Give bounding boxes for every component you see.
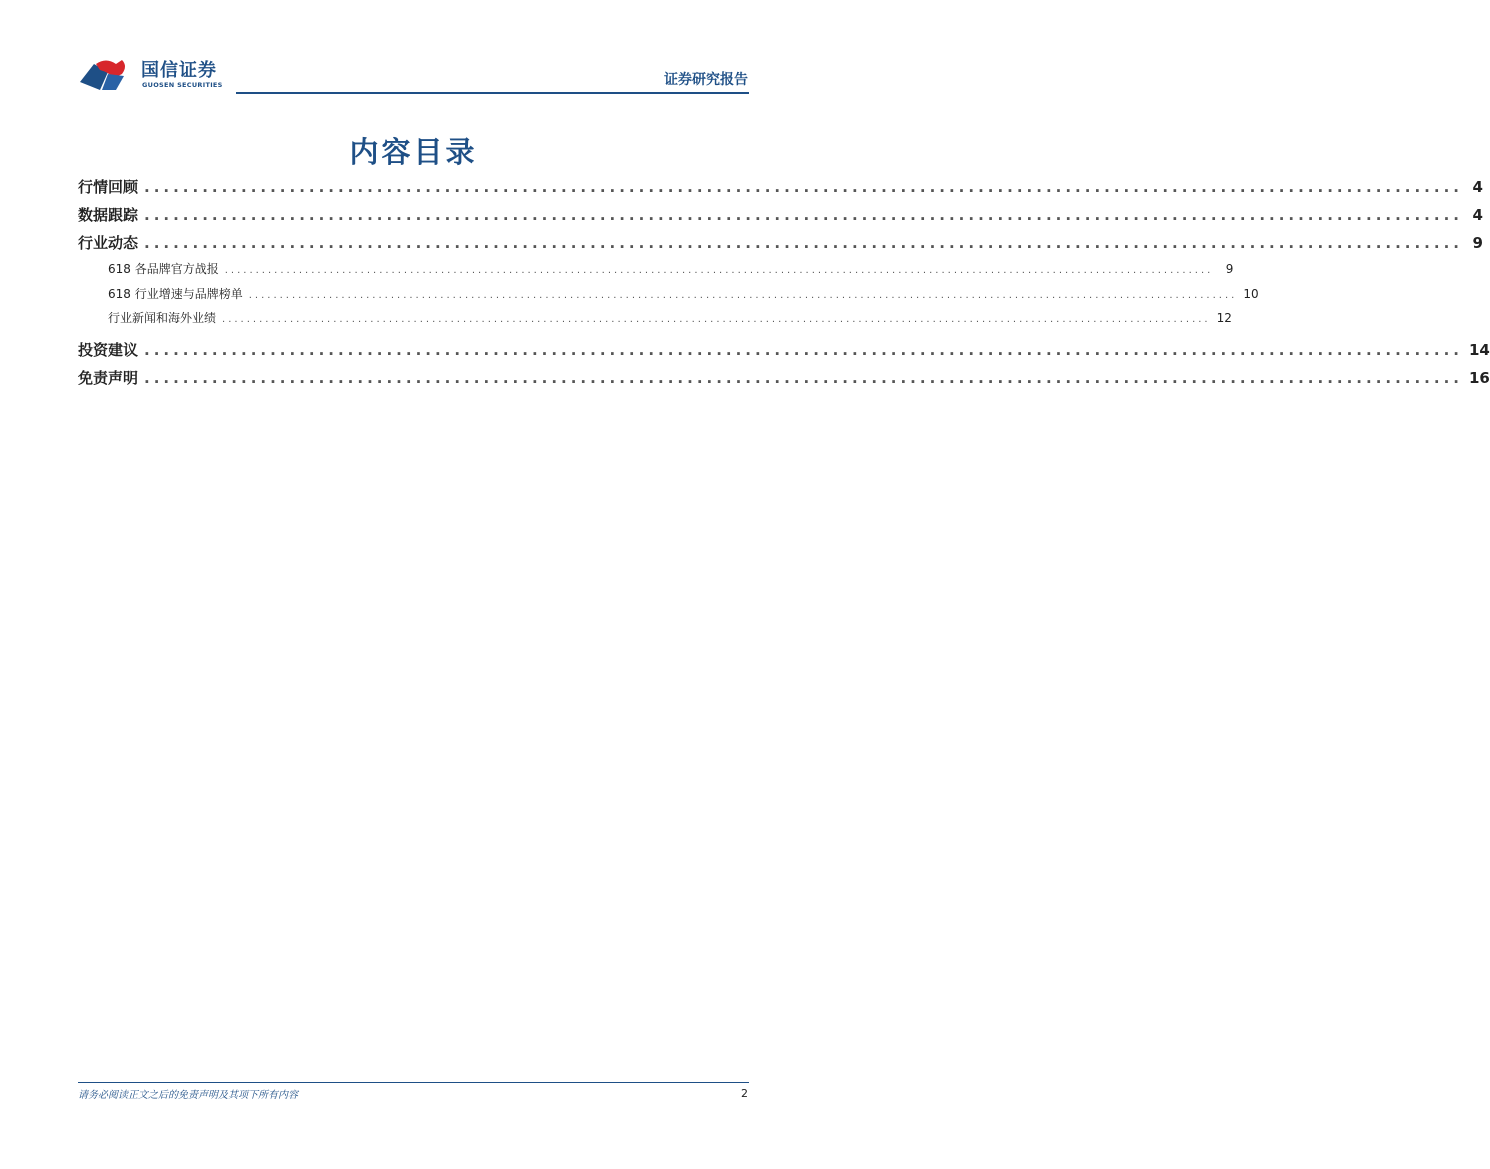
toc-item-disclaimer[interactable] (78, 367, 1490, 395)
footer-disclaimer: 请务必阅读正文之后的免责声明及其项下所有内容 (78, 1090, 298, 1101)
toc-item-label: 618 行业增速与品牌榜单 (108, 286, 243, 301)
toc-item-data-tracking[interactable] (78, 204, 1483, 232)
guosen-logo-icon (78, 58, 140, 92)
toc-item-label: 投资建议 (78, 340, 139, 359)
toc-leader-dots: ................................................................................................................................................................ (224, 265, 1214, 276)
toc-item-label: 免责声明 (78, 368, 139, 387)
toc-item-page: 9 (1225, 262, 1234, 276)
toc-item-page: 12 (1216, 311, 1232, 325)
toc-title: 内容目录 (349, 135, 478, 169)
toc-item-page: 9 (1472, 234, 1483, 252)
toc-leader-dots: ........................................................................................................................................ (144, 178, 1463, 196)
report-type-label: 证券研究报告 (664, 72, 748, 88)
page-header (0, 0, 827, 100)
company-logo (78, 58, 238, 94)
toc-item-page: 16 (1468, 368, 1490, 387)
toc-item-page: 14 (1468, 340, 1490, 359)
toc-item-618-brand-reports[interactable] (78, 260, 1234, 285)
toc-item-page: 4 (1472, 178, 1483, 196)
toc-item-industry-news[interactable] (78, 232, 1483, 260)
toc-item-investment-advice[interactable] (78, 339, 1490, 367)
toc-leader-dots: ................................................................................................................................................................ (248, 289, 1238, 301)
toc-item-label: 行业动态 (78, 234, 139, 252)
toc-item-label: 行业新闻和海外业绩 (108, 311, 217, 325)
logo-english-name: GUOSEN SECURITIES (142, 81, 223, 89)
toc-item-618-growth-rankings[interactable] (78, 285, 1259, 310)
toc-leader-dots: ........................................................................................................................................ (144, 234, 1463, 252)
table-of-contents (78, 176, 1490, 395)
toc-item-market-review[interactable] (78, 176, 1483, 204)
toc-item-label: 数据跟踪 (78, 206, 139, 224)
toc-item-overseas-results[interactable] (78, 309, 1232, 334)
page-number: 2 (741, 1087, 748, 1100)
toc-leader-dots: ........................................................................................................................................ (144, 206, 1463, 224)
logo-chinese-name: 国信证券 (141, 60, 217, 81)
toc-leader-dots: ........................................................................................................................................ (144, 368, 1463, 387)
toc-item-label: 行情回顾 (78, 178, 139, 196)
toc-leader-dots: ........................................................................................................................................ (144, 340, 1463, 359)
toc-leader-dots: ................................................................................................................................................................ (222, 314, 1211, 325)
toc-item-page: 4 (1472, 206, 1483, 224)
footer-divider (78, 1082, 749, 1083)
toc-item-label: 618 各品牌官方战报 (108, 262, 219, 276)
header-divider (236, 92, 749, 94)
toc-item-page: 10 (1243, 286, 1259, 301)
